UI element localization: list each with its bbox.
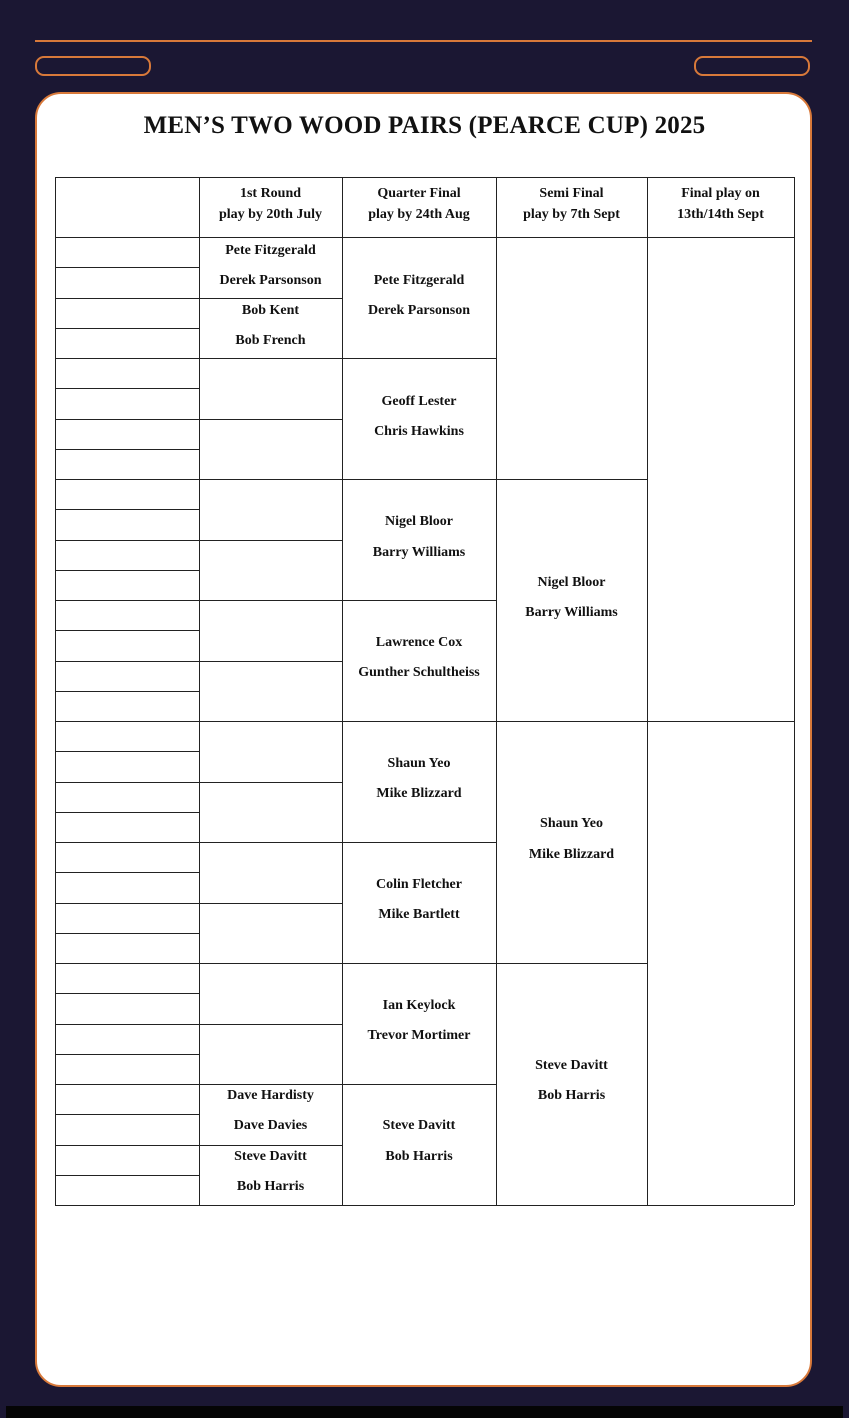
grid-line [55, 812, 199, 813]
grid-line [55, 540, 199, 541]
quarter-name: Shaun Yeo [387, 756, 451, 771]
grid-line [55, 691, 199, 692]
grid-line [794, 177, 795, 1205]
grid-line [199, 358, 342, 359]
grid-line [199, 782, 342, 783]
semi-name: Steve Davitt [535, 1058, 608, 1073]
header-final-line2: 13th/14th Sept [677, 207, 764, 222]
header-semi [496, 177, 647, 237]
grid-line [199, 479, 342, 480]
quarter-name: Colin Fletcher [376, 877, 462, 892]
header-quarter [342, 177, 496, 237]
grid-line [55, 479, 199, 480]
grid-line [199, 419, 342, 420]
header-quarter-line1: Quarter Final [377, 186, 461, 201]
quarter-name: Derek Parsonson [367, 303, 471, 318]
quarter-name: Chris Hawkins [374, 424, 464, 439]
grid-line [55, 237, 794, 238]
draw-bracket [55, 177, 794, 1205]
grid-line [55, 993, 199, 994]
grid-line [55, 782, 199, 783]
round1-name: Derek Parsonson [219, 273, 322, 288]
grid-line [342, 600, 496, 601]
grid-line [55, 1145, 199, 1146]
right-plaque [694, 56, 810, 76]
grid-line [55, 328, 199, 329]
quarter-name: Ian Keylock [382, 998, 456, 1013]
header-final [647, 177, 794, 237]
grid-line [55, 721, 199, 722]
grid-line [55, 1054, 199, 1055]
grid-line [647, 177, 648, 1205]
grid-line [55, 661, 199, 662]
quarter-name: Nigel Bloor [384, 514, 454, 529]
grid-line [55, 1084, 199, 1085]
grid-line [496, 963, 647, 964]
grid-line [199, 540, 342, 541]
quarter-name: Mike Blizzard [376, 786, 462, 801]
grid-line [55, 872, 199, 873]
grid-line [647, 721, 794, 722]
grid-line [55, 358, 199, 359]
grid-line [199, 721, 342, 722]
quarter-name: Lawrence Cox [375, 635, 463, 650]
grid-line [55, 388, 199, 389]
grid-line [55, 1024, 199, 1025]
left-plaque [35, 56, 151, 76]
header-round1-line2: play by 20th July [218, 207, 323, 222]
header-round1-line1: 1st Round [239, 186, 302, 201]
header-final-line1: Final play on [681, 186, 760, 201]
grid-line [342, 721, 496, 722]
grid-line [199, 177, 200, 1205]
grid-line [342, 479, 496, 480]
grid-line [55, 177, 794, 178]
grid-line [342, 963, 496, 964]
quarter-name: Trevor Mortimer [367, 1028, 471, 1043]
grid-line [55, 1175, 199, 1176]
grid-line [199, 1024, 342, 1025]
grid-line [199, 1084, 342, 1085]
grid-line [342, 1084, 496, 1085]
grid-line [199, 661, 342, 662]
grid-line [55, 509, 199, 510]
header-round1 [199, 177, 342, 237]
round1-name: Dave Davies [233, 1118, 308, 1133]
page-title: MEN’S TWO WOOD PAIRS (PEARCE CUP) 2025 [143, 112, 706, 139]
round1-name: Pete Fitzgerald [225, 243, 316, 258]
top-decor-line [35, 40, 812, 42]
grid-line [55, 751, 199, 752]
semi-name: Mike Blizzard [528, 847, 615, 862]
grid-line [55, 933, 199, 934]
grid-line [55, 419, 199, 420]
round1-name: Bob Kent [241, 303, 300, 318]
semi-name: Bob Harris [537, 1088, 606, 1103]
quarter-name: Bob Harris [385, 1149, 453, 1164]
round1-name: Bob French [235, 333, 306, 348]
grid-line [199, 1145, 342, 1146]
quarter-name: Barry Williams [372, 545, 466, 560]
semi-name: Barry Williams [525, 605, 618, 620]
bottom-bar [6, 1406, 843, 1418]
grid-line [496, 721, 647, 722]
grid-line [55, 903, 199, 904]
grid-line [55, 570, 199, 571]
grid-line [55, 842, 199, 843]
grid-line [55, 267, 199, 268]
grid-line [496, 479, 647, 480]
quarter-name: Geoff Lester [381, 394, 457, 409]
round1-name: Dave Hardisty [227, 1088, 314, 1103]
grid-line [55, 1114, 199, 1115]
round1-name: Steve Davitt [234, 1149, 307, 1164]
header-quarter-line2: play by 24th Aug [368, 207, 470, 222]
round1-name: Bob Harris [236, 1179, 305, 1194]
grid-line [199, 963, 342, 964]
grid-line [199, 842, 342, 843]
grid-line [55, 298, 199, 299]
grid-line [55, 963, 199, 964]
semi-name: Nigel Bloor [537, 575, 606, 590]
grid-line [199, 600, 342, 601]
grid-line [199, 298, 342, 299]
grid-line [342, 358, 496, 359]
quarter-name: Mike Bartlett [378, 907, 460, 922]
grid-line [55, 1205, 794, 1206]
quarter-name: Pete Fitzgerald [373, 273, 465, 288]
header-semi-line1: Semi Final [539, 186, 604, 201]
header-semi-line2: play by 7th Sept [523, 207, 620, 222]
grid-line [55, 600, 199, 601]
semi-name: Shaun Yeo [540, 816, 603, 831]
grid-line [199, 903, 342, 904]
grid-line [55, 630, 199, 631]
grid-line [496, 177, 497, 1205]
grid-line [55, 449, 199, 450]
grid-line [342, 177, 343, 1205]
grid-line [342, 842, 496, 843]
quarter-name: Steve Davitt [382, 1118, 456, 1133]
quarter-name: Gunther Schultheiss [358, 665, 480, 680]
